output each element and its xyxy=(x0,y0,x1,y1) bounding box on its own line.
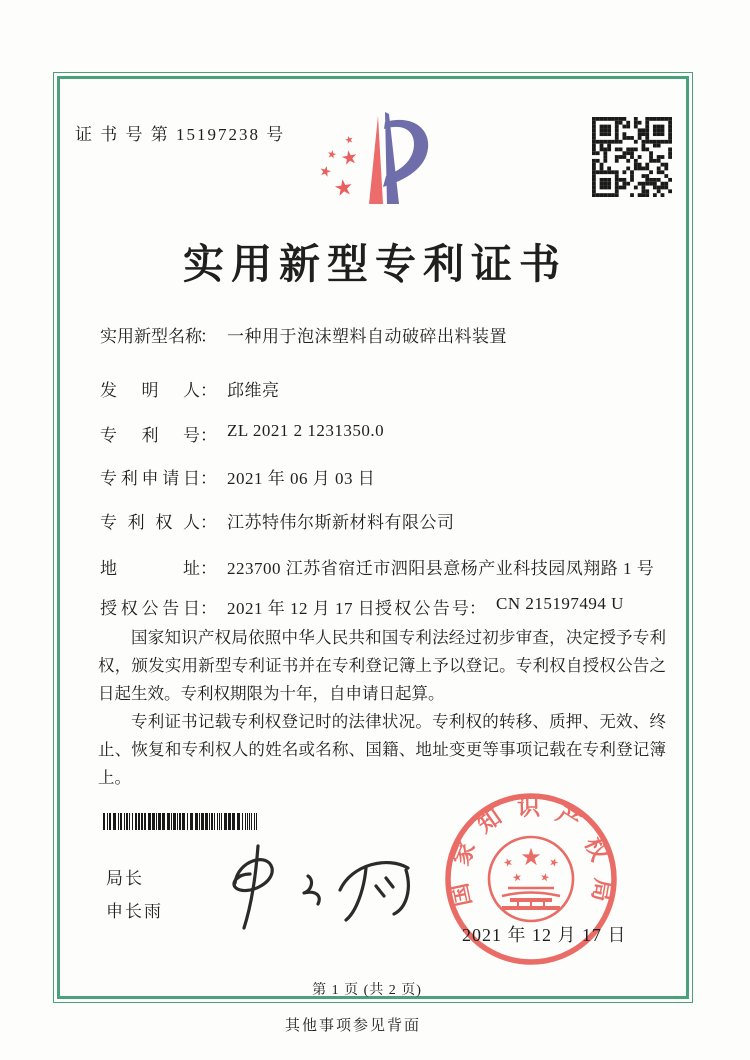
field-label: 授权公告日 xyxy=(100,599,200,618)
field-label: 实用新型名称 xyxy=(100,327,202,346)
cnipa-logo-shape xyxy=(352,104,442,214)
emblem-star-icon: ★ xyxy=(501,854,516,871)
field-label: 授权公告号 xyxy=(375,599,469,618)
field-colon: ： xyxy=(200,381,217,400)
signature-handwriting xyxy=(180,838,430,933)
seal-ring-text: 国家知识产权局 xyxy=(446,794,616,909)
certificate-number: 证 书 号 第 15197238 号 xyxy=(75,125,286,144)
field-row-invention-name xyxy=(100,322,680,346)
field-row-address xyxy=(100,554,680,578)
legal-paragraph-2: 专利证书记载专利权登记时的法律状况。专利权的转移、质押、无效、终止、恢复和专利权人的姓名或名称、国籍、地址变更等事项记载在专利登记簿上。 xyxy=(98,712,666,787)
field-value: 2021 年 06 月 03 日 xyxy=(227,469,376,488)
field-value: 邱维亮 xyxy=(227,381,280,400)
field-colon: ： xyxy=(200,327,217,346)
field-label: 发明人 xyxy=(100,381,200,400)
emblem-star-icon: ★ xyxy=(538,870,552,885)
field-label: 地址 xyxy=(100,559,200,578)
field-label: 专利权人 xyxy=(100,513,200,532)
field-colon: ： xyxy=(200,513,217,532)
field-row-grant xyxy=(100,594,680,618)
page-number: 第 1 页 (共 2 页) xyxy=(312,983,422,998)
field-value: 江苏特伟尔斯新材料有限公司 xyxy=(227,513,455,532)
field-colon: ： xyxy=(200,469,217,488)
legal-text xyxy=(98,624,666,792)
seal-date: 2021 年 12 月 17 日 xyxy=(462,925,627,945)
certificate-title: 实用新型专利证书 xyxy=(183,241,567,287)
legal-paragraph-1: 国家知识产权局依照中华人民共和国专利法经过初步审查，决定授予专利权，颁发实用新型专利证书并在专利登记簿上予以登记。专利权自授权公告之日起生效。专利权期限为十年，自申请日起算。 xyxy=(98,628,666,703)
logo-star-icon: ★ xyxy=(317,162,334,182)
director-title: 局长 xyxy=(106,869,144,888)
logo-star-icon: ★ xyxy=(325,147,339,162)
field-row-patent-number xyxy=(100,421,680,445)
field-label: 专利申请日 xyxy=(100,469,200,488)
logo-star-icon: ★ xyxy=(339,145,360,171)
field-label: 专利号 xyxy=(100,426,200,445)
cnipa-logo-icon xyxy=(312,104,444,218)
field-colon: ： xyxy=(469,599,486,618)
field-colon: ： xyxy=(200,599,217,618)
field-row-filing-date xyxy=(100,464,680,488)
logo-star-icon: ★ xyxy=(343,134,356,147)
emblem-star-icon: ★ xyxy=(510,870,524,885)
back-note: 其他事项参见背面 xyxy=(284,1018,421,1034)
emblem-star-icon: ★ xyxy=(546,854,561,871)
field-value: 223700 江苏省宿迁市泗阳县意杨产业科技园凤翔路 1 号 xyxy=(227,559,655,578)
field-value: ZL 2021 2 1231350.0 xyxy=(227,421,385,440)
field-row-inventor xyxy=(100,376,680,400)
field-colon: ： xyxy=(200,426,217,445)
barcode xyxy=(103,813,303,830)
emblem-star-icon: ★ xyxy=(520,843,542,871)
emblem-gate-icon xyxy=(502,888,560,910)
logo-star-icon: ★ xyxy=(332,174,356,203)
field-value: CN 215197494 U xyxy=(496,594,624,613)
qr-code xyxy=(592,117,672,197)
field-value: 一种用于泡沫塑料自动破碎出料装置 xyxy=(227,327,507,346)
field-colon: ： xyxy=(200,559,217,578)
field-grant-number xyxy=(375,594,624,619)
director-name: 申长雨 xyxy=(106,902,163,921)
field-row-patentee xyxy=(100,508,680,532)
field-value: 2021 年 12 月 17 日 xyxy=(227,599,376,618)
